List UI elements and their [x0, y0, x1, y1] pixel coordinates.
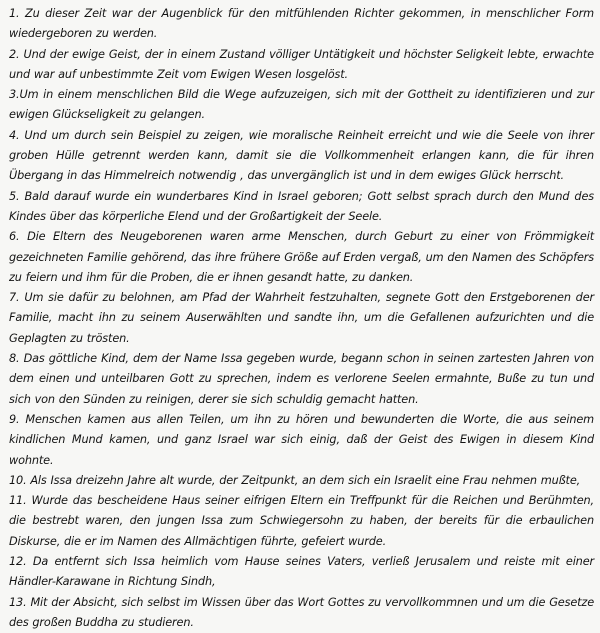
- paragraph-6: 6. Die Eltern des Neugeborenen waren arme Menschen, durch Geburt zu einer von Frömmigkeit gezeichneten Familie gehörend, das ihre frühere Größe auf Erden vergaß, um den Namen des Schöpfers zu feiern und ihm für die Proben, die er ihnen gesandt hatte, zu danken.: [9, 230, 594, 284]
- paragraph-8: 8. Das göttliche Kind, dem der Name Issa gegeben wurde, begann schon in seinen zartesten Jahren von dem einen und unteilbaren Gott zu sprechen, indem es verlorene Seelen ermahnte, Buße zu tun und sich von den Sünden zu reinigen, derer sie sich schuldig gemacht hatten.: [9, 352, 594, 406]
- paragraph-2: 2. Und der ewige Geist, der in einem Zustand völliger Untätigkeit und höchster Seligkeit lebte, erwachte und war auf unbestimmte Zeit vom Ewigen Wesen losgelöst.: [9, 47, 594, 81]
- paragraph-13: 13. Mit der Absicht, sich selbst im Wissen über das Wort Gottes zu vervollkommnen und um die Gesetze des großen Buddha zu studieren.: [9, 595, 594, 629]
- paragraph-7: 7. Um sie dafür zu belohnen, am Pfad der Wahrheit festzuhalten, segnete Gott den Erstgeborenen der Familie, macht ihn zu seinem Auserwählten und sandte ihn, um die Gefallenen aufzurichten und die Geplagten zu trösten.: [9, 291, 594, 345]
- paragraph-11: 11. Wurde das bescheidene Haus seiner eifrigen Eltern ein Treffpunkt für die Reichen und Berühmten, die bestrebt waren, den jungen Issa zum Schwiegersohn zu haben, der bereits für die erbaulichen Diskurse, die er im Namen des Allmächtigen führte, gefeiert wurde.: [9, 494, 594, 548]
- paragraph-5: 5. Bald darauf wurde ein wunderbares Kind in Israel geboren; Gott selbst sprach durch den Mund des Kindes über das körperliche Elend und der Großartigkeit der Seele.: [9, 189, 594, 223]
- paragraph-9: 9. Menschen kamen aus allen Teilen, um ihn zu hören und bewunderten die Worte, die aus seinem kindlichen Mund kamen, und ganz Israel war sich einig, daß der Geist des Ewigen in diesem Kind wohnte.: [9, 412, 594, 467]
- paragraph-12: 12. Da entfernt sich Issa heimlich vom Hause seines Vaters, verließ Jerusalem und reiste mit einer Händler-Karawane in Richtung Sindh,: [9, 555, 594, 589]
- paragraph-10: 10. Als Issa dreizehn Jahre alt wurde, der Zeitpunkt, an dem sich ein Israelit eine Frau nehmen mußte,: [9, 473, 581, 487]
- paragraph-1: 1. Zu dieser Zeit war der Augenblick für den mitfühlenden Richter gekommen, in menschlicher Form wiedergeboren zu werden.: [9, 7, 594, 41]
- paragraph-4: 4. Und um durch sein Beispiel zu zeigen, wie moralische Reinheit erreicht und wie die Seele von ihrer groben Hülle getrennt werden kann, damit sie die Vollkommenheit erlangen kann, die für ihren Übergang in das Himmelreich notwendig , das unvergänglich ist und in dem ewiges Glück herrscht.: [9, 128, 594, 183]
- paragraph-3: 3.Um in einem menschlichen Bild die Wege aufzuzeigen, sich mit der Gottheit zu identifizieren und zur ewigen Glückseligkeit zu gelangen.: [9, 88, 594, 122]
